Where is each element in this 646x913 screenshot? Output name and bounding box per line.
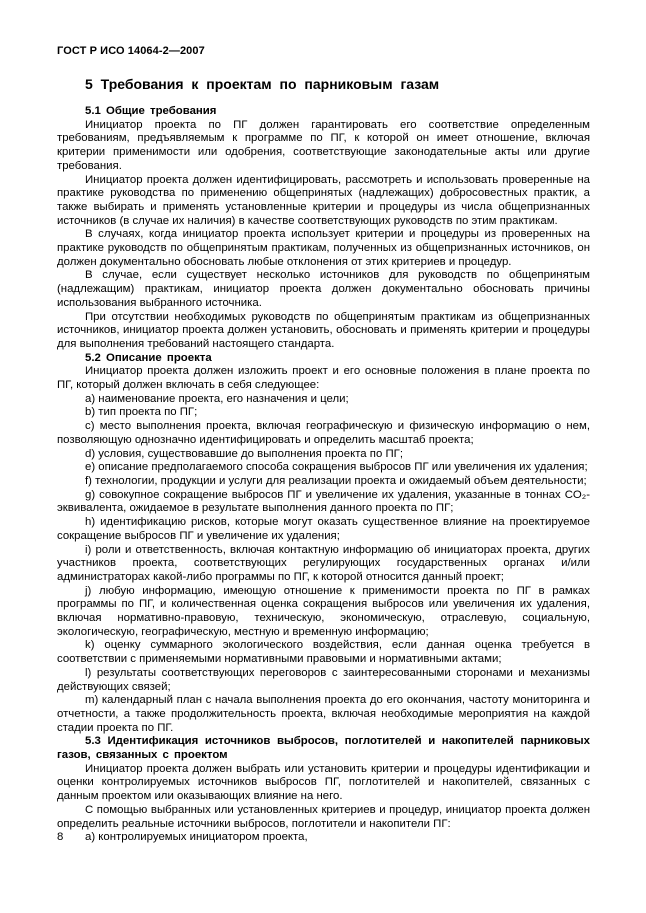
list-item-j: j) любую информацию, имеющую отношение к применимости проекта по ПГ в рамках программы по ПГ, и количественная оценка сокращения выбросов или увеличения их удаления, включая нормативно-правовую, техническую, экономическую, отраслевую, социальную, экологическую, географическую, местную и временную информацию;: [57, 584, 590, 638]
running-header: ГОСТ Р ИСО 14064-2—2007: [57, 45, 205, 57]
list-item-i: i) роли и ответственность, включая контактную информацию об инициаторах проекта, других участников проекта, соответствующих регулирующих государственных органах и/или администраторах какой-либо программы по ПГ, к которой относится данный проект;: [57, 543, 590, 583]
list-item-k: k) оценку суммарного экологического воздействия, если данная оценка требуется в соответствии с применяемыми нормативными правовыми и нормативными актами;: [57, 639, 590, 666]
subsection-heading-5-3: 5.3 Идентификация источников выбросов, поглотителей и накопителей парниковых газов, связанных с проектом: [57, 735, 590, 762]
paragraph: Инициатор проекта должен идентифицировать, рассмотреть и использовать проверенные на практике руководства по применению общепринятых (надлежащих) добросовестных практик, а также выбирать и применять установленные критерии и процедуры из числа общепризнанных источников (в случае их наличия) в качестве соответствующих руководств по этим практикам.: [57, 173, 590, 227]
list-item-d: d) условия, существовавшие до выполнения проекта по ПГ;: [85, 447, 403, 460]
section-heading: 5 Требования к проектам по парниковым газам: [85, 76, 440, 92]
list-item-e: e) описание предполагаемого способа сокращения выбросов ПГ или увеличения их удаления;: [85, 461, 588, 474]
list-item-a2: a) контролируемых инициатором проекта,: [85, 831, 308, 844]
list-item-m: m) календарный план с начала выполнения проекта до его окончания, частоту мониторинга и отчетности, а также продолжительность проекта, включая необходимые мероприятия на каждой стадии проекта по ПГ.: [57, 694, 590, 734]
paragraph: С помощью выбранных или установленных критериев и процедур, инициатор проекта должен определить реальные источники выбросов, поглотители и накопители ПГ:: [57, 803, 590, 830]
paragraph: Инициатор проекта должен изложить проект и его основные положения в плане проекта по ПГ, который должен включать в себя следующее:: [57, 365, 590, 392]
paragraph: Инициатор проекта по ПГ должен гарантировать его соответствие определенным требованиям, предъявляемым к программе по ПГ, к которой он имеет отношение, включая критерии применимости или одобрения, соответствующие законодательные акты или другие требования.: [57, 118, 590, 172]
list-item-f: f) технологии, продукции и услуги для реализации проекта и ожидаемый объем деятельности;: [85, 474, 587, 487]
list-item-a: a) наименование проекта, его назначения и цели;: [85, 392, 349, 405]
subsection-heading-5-2: 5.2 Описание проекта: [85, 351, 212, 364]
subsection-heading-5-1: 5.1 Общие требования: [85, 105, 217, 117]
paragraph: При отсутствии необходимых руководств по общепринятым практикам из общепризнанных источников, инициатор проекта должен установить, обосновать и применять критерии и процедуры для выполнения требований настоящего стандарта.: [57, 310, 590, 350]
list-item-l: l) результаты соответствующих переговоров с заинтересованными сторонами и механизмы действующих связей;: [57, 666, 590, 693]
paragraph: В случае, если существует несколько источников для руководств по общепринятым (надлежащим) практикам, инициатор проекта должен документально обосновать причины использования выбранного источника.: [57, 269, 590, 309]
document-body: [57, 76, 590, 845]
page-number: 8: [57, 831, 64, 843]
paragraph: В случаях, когда инициатор проекта использует критерии и процедуры из проверенных на практике руководств по общепринятым практикам, полученных из общепризнанных источников, он должен документально обосновать любые отклонения от этих критериев и процедур.: [57, 228, 590, 268]
list-item-c: c) место выполнения проекта, включая географическую и физическую информацию о нем, позволяющую однозначно идентифицировать и определить масштаб проекта;: [57, 420, 590, 446]
list-item-g: g) совокупное сокращение выбросов ПГ и увеличение их удаления, указанные в тоннах CO₂-эквивалента, ожидаемое в результате выполнения данного проекта по ПГ;: [57, 488, 590, 515]
list-item-h: h) идентификацию рисков, которые могут оказать существенное влияние на проектируемое сокращение выбросов ПГ и увеличение их удаления;: [57, 516, 590, 542]
list-item-b: b) тип проекта по ПГ;: [85, 406, 198, 419]
paragraph: Инициатор проекта должен выбрать или установить критерии и процедуры идентификации и оценки контролируемых источников выбросов ПГ, поглотителей и накопителей, связанных с данным проектом или оказывающих влияние на него.: [57, 762, 590, 803]
